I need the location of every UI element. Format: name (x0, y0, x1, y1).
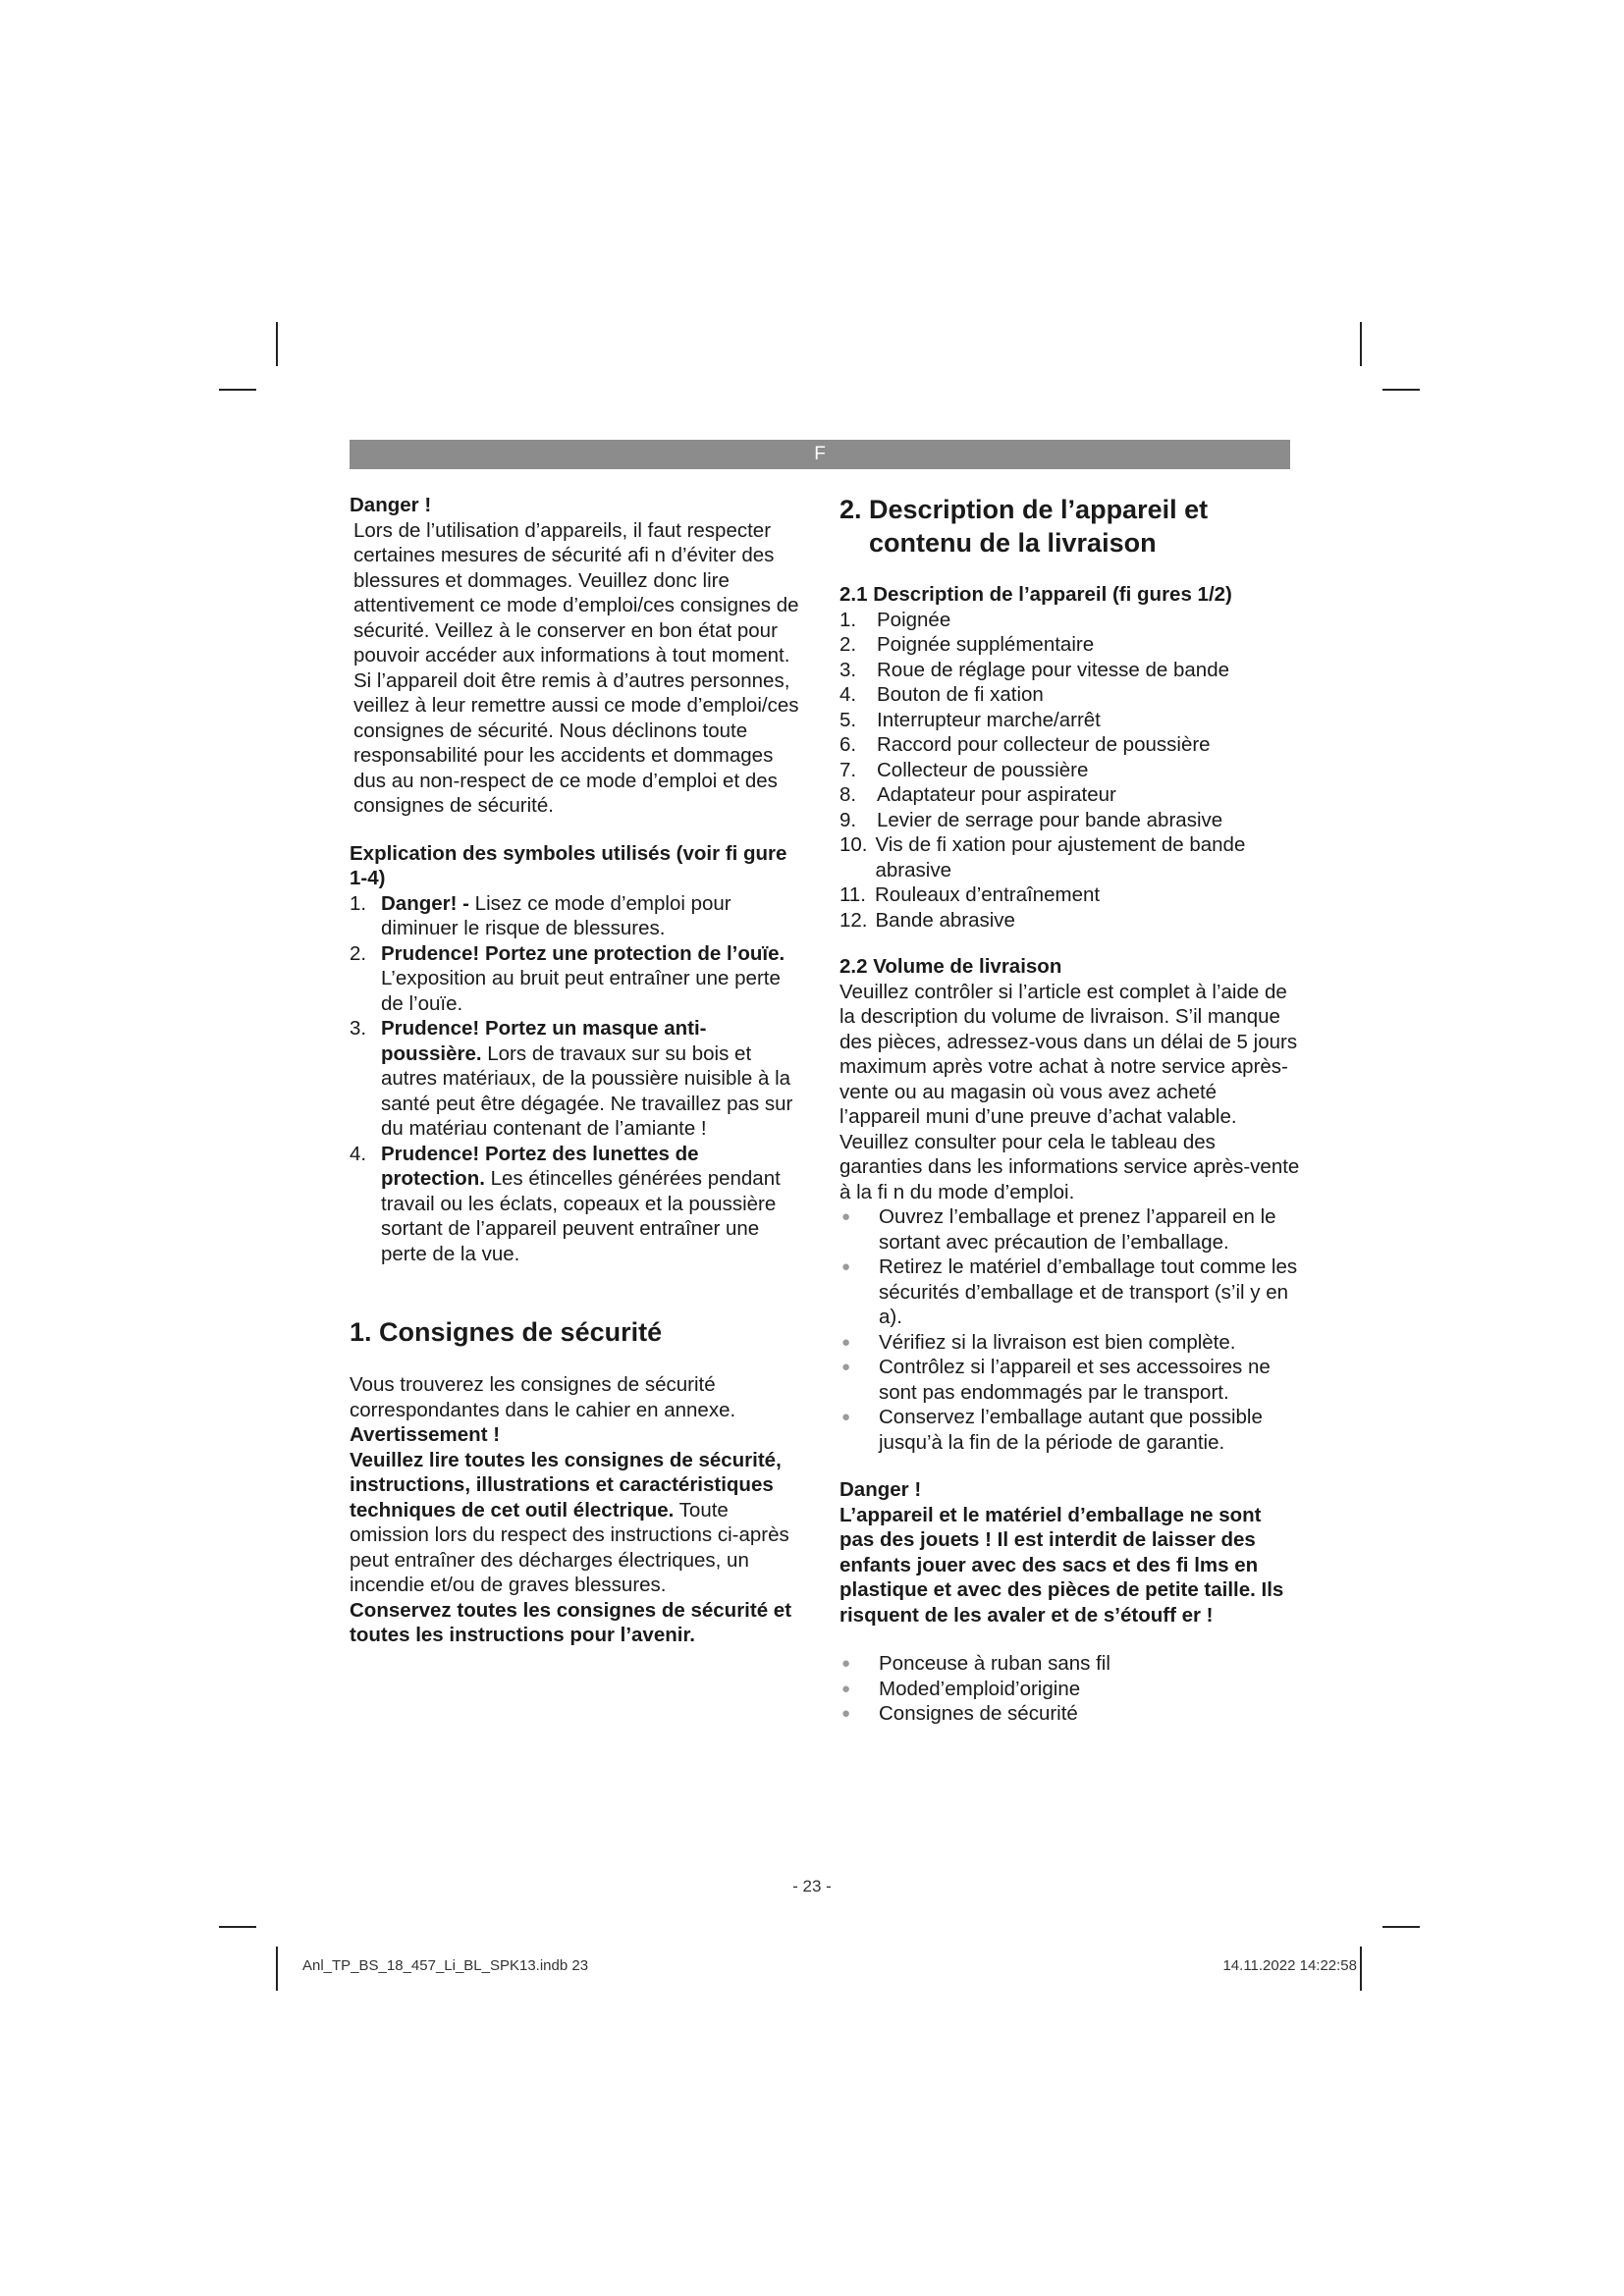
parts-list (839, 608, 1301, 934)
part-label: Collecteur de poussière (877, 758, 1089, 781)
symbol-number: 2. (350, 941, 367, 965)
crop-mark (1360, 1947, 1362, 1991)
part-label: Interrupteur marche/arrêt (877, 708, 1101, 731)
symbol-text: L’exposition au bruit peut entraîner une perte de l’ouïe. (381, 967, 781, 1015)
step-item (839, 1204, 1301, 1255)
symbol-item (350, 941, 803, 1017)
symbols-list (350, 891, 803, 1267)
step-item-text: Retirez le matériel d’emballage tout comme les sécurités d’emballage et de transport (s’il y en a). (879, 1255, 1298, 1328)
part-label: Poignée (877, 608, 951, 631)
part-number: 8. (839, 783, 857, 806)
step-item-text: Contrôlez si l’appareil et ses accessoires ne sont pas endommagés par le transport. (879, 1356, 1271, 1404)
footer-timestamp: 14.11.2022 14:22:58 (1222, 1957, 1357, 1974)
symbol-bold: Danger! - (381, 891, 469, 915)
section-2-title-line1: 2. Description de l’appareil et (839, 495, 1209, 524)
crop-mark (276, 322, 278, 366)
part-item (839, 682, 1301, 708)
symbol-bold: Prudence! Portez une protection de l’ouïe. (381, 941, 785, 965)
symbol-bold: Prudence! Portez des lunettes de protection. (381, 1142, 699, 1190)
part-number: 2. (839, 633, 857, 656)
step-item-text: Vérifiez si la livraison est bien complète. (879, 1330, 1236, 1354)
part-label: Vis de fi xation pour ajustement de bande abrasive (875, 833, 1246, 881)
part-number: 10. (839, 833, 868, 856)
delivery-contents-list (839, 1651, 1301, 1727)
crop-mark (1360, 322, 1362, 366)
left-column (350, 493, 803, 1648)
step-item-text: Ouvrez l’emballage et prenez l’appareil en le sortant avec précaution de l’emballage. (879, 1205, 1276, 1254)
section-2-title-line2: contenu de la livraison (869, 528, 1157, 558)
part-label: Adaptateur pour aspirateur (877, 783, 1116, 806)
part-item (839, 808, 1301, 833)
keep-instructions: Conservez toutes les consignes de sécurité et toutes les instructions pour l’avenir. (350, 1598, 792, 1646)
symbol-number: 1. (350, 891, 367, 915)
crop-mark (276, 1947, 278, 1991)
part-item (839, 632, 1301, 658)
steps-list (839, 1204, 1301, 1455)
part-label: Levier de serrage pour bande abrasive (877, 808, 1223, 831)
footer-file-name: Anl_TP_BS_18_457_Li_BL_SPK13.indb 23 (302, 1957, 589, 1974)
bullet-icon: ● (841, 1258, 851, 1275)
part-number: 7. (839, 758, 857, 781)
symbol-number: 3. (350, 1017, 367, 1040)
subsection-2-2-paragraph: Veuillez contrôler si l’article est complet à l’aide de la description du volume de livraison. S’il manque des pièces, adressez-vous dans un délai de 5 jours maximum après votre achat à notre service après-vente ou au magasin où vous avez acheté l’appareil muni d’une preuve d’achat valable. Veuillez consulter pour cela le tableau des garanties dans les informations service après-vente à la fi n du mode d’emploi. (839, 980, 1300, 1203)
part-number: 9. (839, 808, 857, 831)
crop-mark (1382, 1926, 1420, 1928)
part-item (839, 608, 1301, 633)
part-item (839, 882, 1301, 908)
part-number: 4. (839, 683, 857, 706)
step-item (839, 1405, 1301, 1455)
subsection-2-1-title: 2.1 Description de l’appareil (fi gures 1/2) (839, 583, 1232, 606)
bullet-icon: ● (841, 1333, 851, 1351)
symbol-number: 4. (350, 1142, 367, 1165)
warning-paragraph (350, 1448, 803, 1598)
bullet-icon: ● (841, 1655, 851, 1672)
symbol-text: Lisez ce mode d’emploi pour diminuer le risque de blessures. (381, 891, 731, 939)
danger-heading: Danger ! (350, 494, 432, 516)
content-item-text: Ponceuse à ruban sans fil (879, 1652, 1110, 1675)
danger-2-paragraph: L’appareil et le matériel d’emballage ne sont pas des jouets ! Il est interdit de laisser des enfants jouer avec des sacs et des fi lms en plastique et avec des pièces de petite taille. Ils risquent de les avaler et de s’étouff er ! (839, 1503, 1284, 1627)
content-item-text: Consignes de sécurité (879, 1702, 1078, 1725)
danger-paragraph: Lors de l’utilisation d’appareils, il faut respecter certaines mesures de sécurité afi n d’éviter des blessures et dommages. Veuillez donc lire attentivement ce mode d’emploi/ces consignes de sécurité. Veillez à le conserver en bon état pour pouvoir accéder aux informations à tout moment. Si l’appareil doit être remis à d’autres personnes, veillez à leur remettre aussi ce mode d’emploi/ces consignes de sécurité. Nous déclinons toute responsabilité pour les accidents et dommages dus au non-respect de ce mode d’emploi et des consignes de sécurité. (353, 518, 799, 817)
symbol-text: Les étincelles générées pendant travail ou les éclats, copeaux et la poussière sortant de l’appareil peuvent entraîner une perte de la vue. (381, 1167, 781, 1265)
warning-text: Toute omission lors du respect des instructions ci-après peut entraîner des décharges électriques, un incendie et/ou de graves blessures. (350, 1498, 789, 1596)
step-item-text: Conservez l’emballage autant que possible jusqu’à la fin de la période de garantie. (879, 1406, 1263, 1454)
right-column (839, 493, 1301, 1727)
symbol-text: Lors de travaux sur su bois et autres matériaux, de la poussière nuisible à la santé peut être dégagée. Ne travaillez pas sur du matériau contenant de l’amiante ! (381, 1041, 793, 1140)
danger-2-heading: Danger ! (839, 1478, 922, 1501)
step-item (839, 1330, 1301, 1356)
part-label: Bande abrasive (875, 908, 1015, 932)
symbol-item (350, 891, 803, 941)
symbols-heading: Explication des symboles utilisés (voir fi gure 1-4) (350, 841, 787, 889)
part-item (839, 708, 1301, 733)
part-item (839, 908, 1301, 934)
warning-heading: Avertissement ! (350, 1423, 501, 1446)
part-item (839, 658, 1301, 683)
part-number: 12. (839, 908, 868, 932)
content-item (839, 1677, 1301, 1702)
part-number: 1. (839, 608, 857, 631)
part-item (839, 732, 1301, 758)
bullet-icon: ● (841, 1208, 851, 1225)
step-item (839, 1255, 1301, 1330)
part-item (839, 782, 1301, 808)
part-item (839, 758, 1301, 783)
part-number: 6. (839, 733, 857, 756)
part-label: Roue de réglage pour vitesse de bande (877, 658, 1230, 681)
bullet-icon: ● (841, 1680, 851, 1697)
symbol-item (350, 1016, 803, 1142)
part-number: 11. (839, 883, 866, 906)
symbol-bold: Prudence! Portez un masque anti-poussière. (381, 1017, 707, 1065)
content-item (839, 1701, 1301, 1727)
page-number: - 23 - (792, 1877, 832, 1896)
warning-bold: Veuillez lire toutes les consignes de sécurité, instructions, illustrations et caractéristiques techniques de cet outil électrique. (350, 1448, 782, 1522)
subsection-2-2-title: 2.2 Volume de livraison (839, 955, 1062, 978)
step-item (839, 1355, 1301, 1405)
section-1-intro: Vous trouverez les consignes de sécurité correspondantes dans le cahier en annexe. (350, 1373, 736, 1421)
content-item-text: Moded’emploid’origine (879, 1677, 1081, 1700)
section-1-title: 1. Consignes de sécurité (350, 1317, 663, 1347)
crop-mark (219, 389, 256, 391)
content-item (839, 1651, 1301, 1677)
part-label: Bouton de fi xation (877, 683, 1044, 706)
part-number: 5. (839, 708, 857, 731)
bullet-icon: ● (841, 1359, 851, 1375)
symbol-item (350, 1142, 803, 1267)
part-label: Rouleaux d’entraînement (875, 883, 1101, 906)
part-item (839, 832, 1301, 882)
bullet-icon: ● (841, 1409, 851, 1425)
crop-mark (1382, 389, 1420, 391)
language-tab-bar: F (350, 440, 1290, 469)
part-number: 3. (839, 658, 857, 681)
bullet-icon: ● (841, 1705, 851, 1722)
part-label: Poignée supplémentaire (877, 633, 1095, 656)
crop-mark (219, 1926, 256, 1928)
part-label: Raccord pour collecteur de poussière (877, 733, 1211, 756)
